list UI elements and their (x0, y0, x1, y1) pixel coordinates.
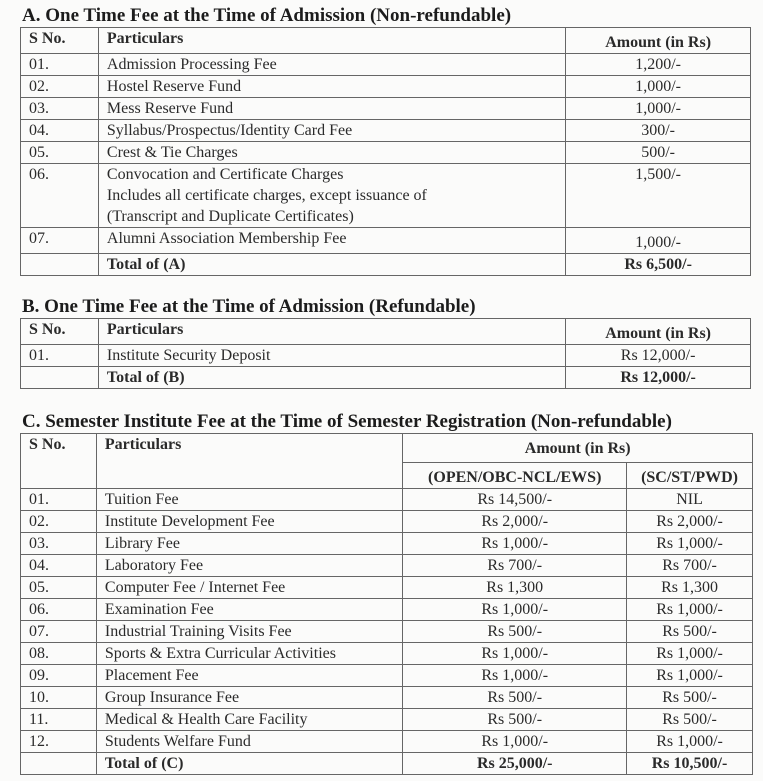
table-row (21, 54, 751, 76)
section-b-title: B. One Time Fee at the Time of Admission (Refundable) (22, 296, 476, 317)
row-particulars: Alumni Association Membership Fee (98, 228, 565, 254)
row-sc: Rs 1,000/- (627, 665, 753, 687)
row-sno: 12. (21, 731, 97, 753)
row-sno: 04. (21, 120, 99, 142)
header-sno: S No. (21, 319, 99, 345)
row-sc: Rs 500/- (627, 709, 753, 731)
header-sno: S No. (21, 434, 97, 489)
row-particulars: Crest & Tie Charges (98, 142, 565, 164)
row-open: Rs 1,000/- (403, 665, 627, 687)
row-particulars: Syllabus/Prospectus/Identity Card Fee (98, 120, 565, 142)
total-label: Total of (B) (98, 367, 565, 389)
row-particulars: Group Insurance Fee (96, 687, 402, 709)
row-sno: 05. (21, 577, 97, 599)
row-particulars: Industrial Training Visits Fee (96, 621, 402, 643)
row-particulars: Computer Fee / Internet Fee (96, 577, 402, 599)
table-row (21, 687, 753, 709)
total-sno-empty (21, 254, 99, 276)
table-header-row (21, 28, 751, 54)
total-sno-empty (21, 753, 97, 775)
row-particulars: Placement Fee (96, 665, 402, 687)
table-row (21, 555, 753, 577)
row-particulars: Students Welfare Fund (96, 731, 402, 753)
table-row (21, 142, 751, 164)
row-open: Rs 700/- (403, 555, 627, 577)
section-a-title: A. One Time Fee at the Time of Admission (Non-refundable) (22, 5, 512, 26)
particulars-line-3: (Transcript and Duplicate Certificates) (106, 208, 354, 225)
row-open: Rs 500/- (403, 687, 627, 709)
row-particulars: Tuition Fee (96, 489, 402, 511)
table-row (21, 164, 751, 228)
table-section-c (20, 433, 753, 775)
row-sno: 06. (21, 599, 97, 621)
header-sc: (SC/ST/PWD) (627, 463, 753, 489)
row-particulars: Hostel Reserve Fund (98, 76, 565, 98)
header-amount: Amount (in Rs) (566, 319, 751, 345)
total-row (21, 753, 753, 775)
particulars-line-1: Convocation and Certificate Charges (106, 166, 344, 183)
row-amount: 1,200/- (566, 54, 751, 76)
row-amount: 500/- (566, 142, 751, 164)
row-amount: 1,000/- (566, 98, 751, 120)
table-row (21, 621, 753, 643)
row-sno: 02. (21, 511, 97, 533)
row-sno: 03. (21, 533, 97, 555)
row-particulars: Institute Security Deposit (98, 345, 565, 367)
table-row (21, 511, 753, 533)
total-label: Total of (A) (98, 254, 565, 276)
row-sc: Rs 500/- (627, 621, 753, 643)
row-amount: 300/- (566, 120, 751, 142)
row-sno: 03. (21, 98, 99, 120)
row-sc: Rs 1,000/- (627, 731, 753, 753)
row-open: Rs 1,000/- (403, 643, 627, 665)
row-particulars (98, 164, 565, 228)
table-header-row (21, 434, 753, 463)
row-sno: 07. (21, 621, 97, 643)
row-sc: Rs 2,000/- (627, 511, 753, 533)
row-particulars: Sports & Extra Curricular Activities (96, 643, 402, 665)
row-particulars: Medical & Health Care Facility (96, 709, 402, 731)
total-open: Rs 25,000/- (403, 753, 627, 775)
table-row (21, 599, 753, 621)
header-amount: Amount (in Rs) (566, 28, 751, 54)
header-particulars: Particulars (96, 434, 402, 489)
header-particulars: Particulars (98, 319, 565, 345)
row-particulars: Examination Fee (96, 599, 402, 621)
row-sc: Rs 1,000/- (627, 533, 753, 555)
row-sno: 01. (21, 54, 99, 76)
total-amount: Rs 6,500/- (566, 254, 751, 276)
row-amount: 1,000/- (566, 76, 751, 98)
row-particulars: Admission Processing Fee (98, 54, 565, 76)
row-open: Rs 1,000/- (403, 731, 627, 753)
particulars-line-2: Includes all certificate charges, except issuance of (106, 187, 427, 204)
table-row (21, 489, 753, 511)
row-particulars: Mess Reserve Fund (98, 98, 565, 120)
header-open: (OPEN/OBC-NCL/EWS) (403, 463, 627, 489)
total-row (21, 367, 751, 389)
row-open: Rs 500/- (403, 621, 627, 643)
row-open: Rs 1,300 (403, 577, 627, 599)
row-sno: 01. (21, 489, 97, 511)
row-particulars: Institute Development Fee (96, 511, 402, 533)
row-open: Rs 14,500/- (403, 489, 627, 511)
row-sno: 02. (21, 76, 99, 98)
total-row (21, 254, 751, 276)
table-row (21, 709, 753, 731)
row-sno: 11. (21, 709, 97, 731)
total-sno-empty (21, 367, 99, 389)
table-row (21, 731, 753, 753)
table-row (21, 120, 751, 142)
row-amount: Rs 12,000/- (566, 345, 751, 367)
table-row (21, 533, 753, 555)
table-row (21, 98, 751, 120)
total-sc: Rs 10,500/- (627, 753, 753, 775)
row-amount: 1,500/- (566, 164, 751, 228)
header-particulars: Particulars (98, 28, 565, 54)
table-row (21, 577, 753, 599)
table-row (21, 345, 751, 367)
row-sc: Rs 500/- (627, 687, 753, 709)
table-row (21, 643, 753, 665)
table-row (21, 76, 751, 98)
table-section-a (20, 27, 751, 276)
table-section-b (20, 318, 751, 389)
row-amount: 1,000/- (566, 228, 751, 254)
row-sno: 09. (21, 665, 97, 687)
row-sc: Rs 1,300 (627, 577, 753, 599)
row-sno: 10. (21, 687, 97, 709)
section-c-title: C. Semester Institute Fee at the Time of Semester Registration (Non-refundable) (22, 411, 672, 432)
total-amount: Rs 12,000/- (566, 367, 751, 389)
row-sno: 04. (21, 555, 97, 577)
row-sno: 06. (21, 164, 99, 228)
table-row (21, 228, 751, 254)
row-open: Rs 1,000/- (403, 533, 627, 555)
row-sno: 05. (21, 142, 99, 164)
table-header-row (21, 319, 751, 345)
row-sno: 01. (21, 345, 99, 367)
row-particulars: Library Fee (96, 533, 402, 555)
row-sc: Rs 700/- (627, 555, 753, 577)
row-open: Rs 2,000/- (403, 511, 627, 533)
row-sc: NIL (627, 489, 753, 511)
row-sno: 07. (21, 228, 99, 254)
header-sno: S No. (21, 28, 99, 54)
header-amount: Amount (in Rs) (403, 434, 753, 463)
row-sno: 08. (21, 643, 97, 665)
row-open: Rs 1,000/- (403, 599, 627, 621)
row-particulars: Laboratory Fee (96, 555, 402, 577)
total-label: Total of (C) (96, 753, 402, 775)
row-sc: Rs 1,000/- (627, 643, 753, 665)
row-sc: Rs 1,000/- (627, 599, 753, 621)
row-open: Rs 500/- (403, 709, 627, 731)
table-row (21, 665, 753, 687)
